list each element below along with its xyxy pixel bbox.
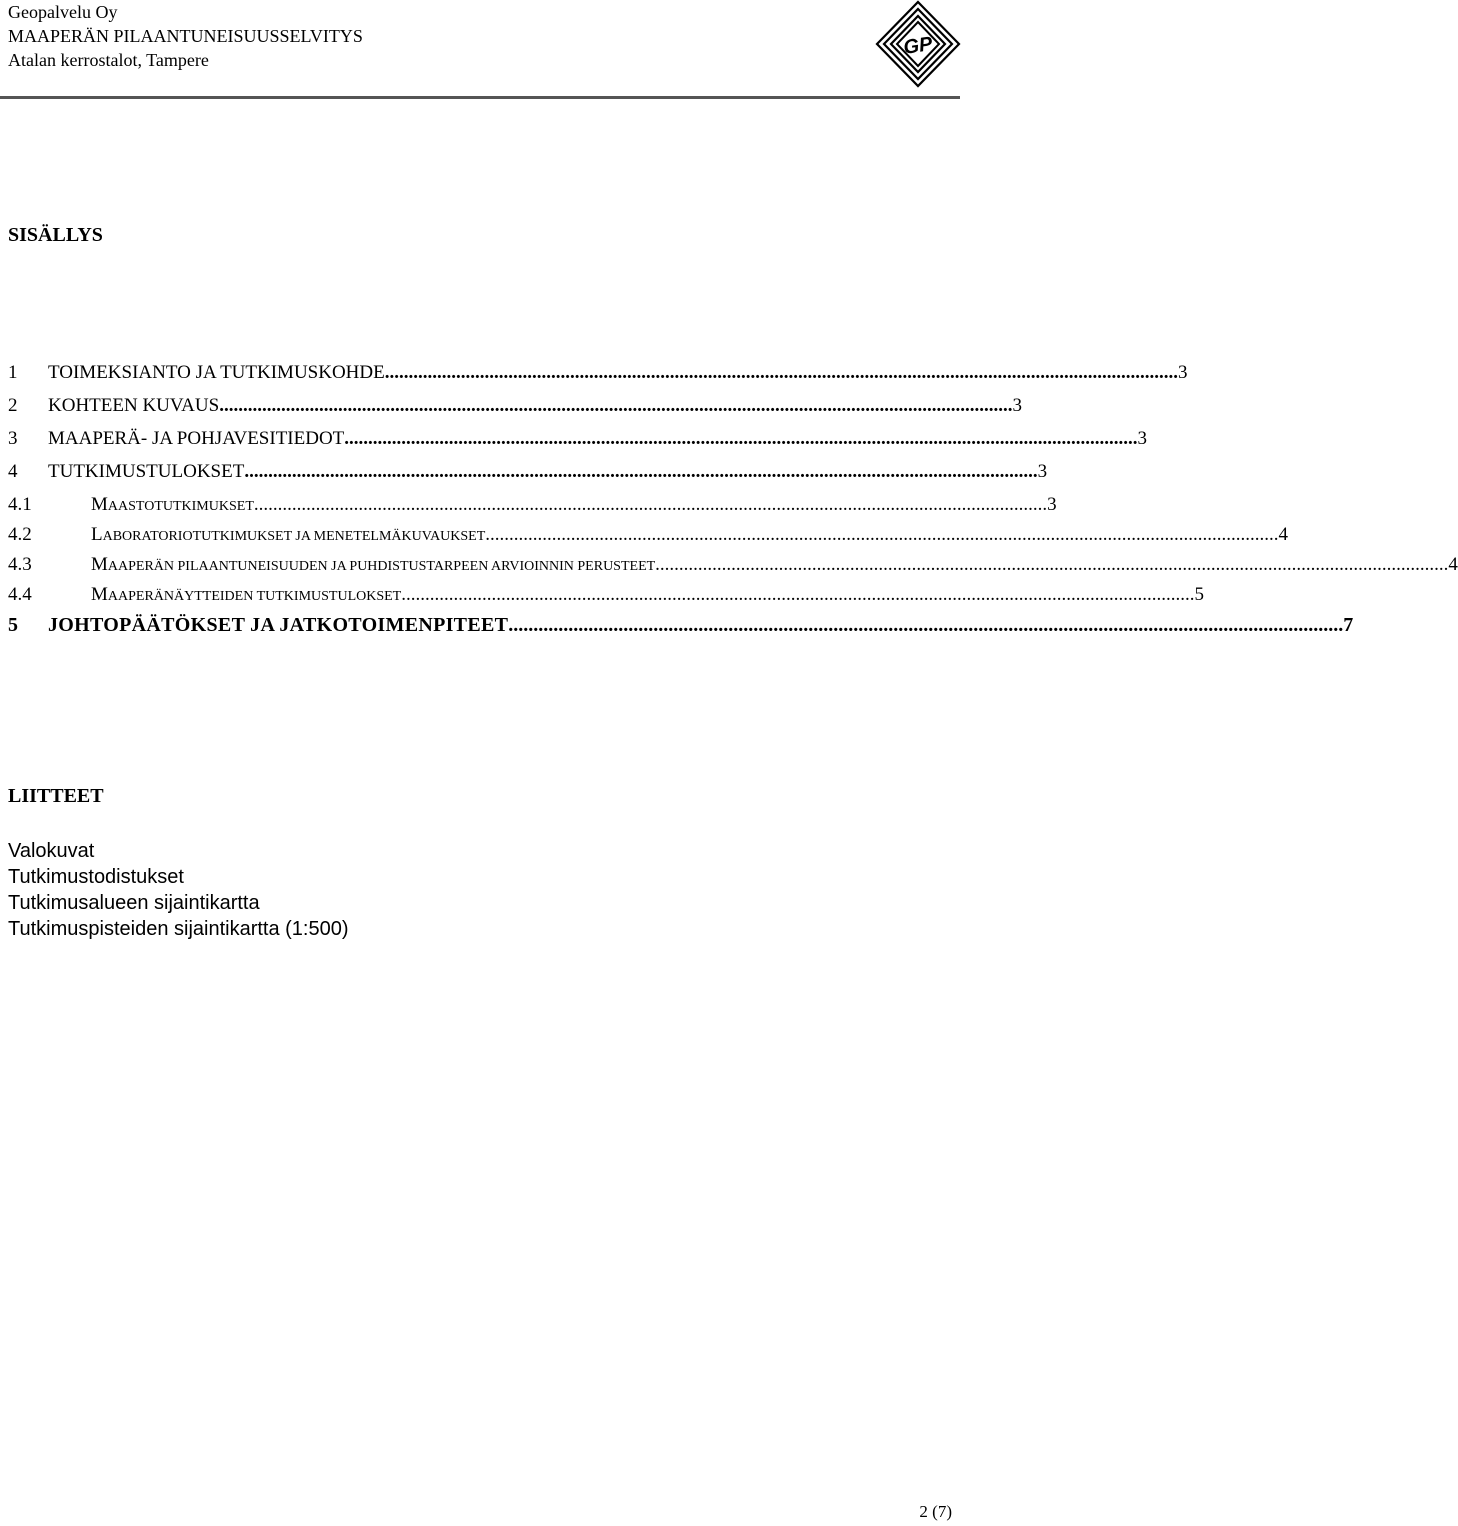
toc-leader-dots: ....................................................................................................................................................................... <box>401 584 1195 605</box>
toc-leader-dots: ....................................................................................................................................................................... <box>253 494 1048 515</box>
toc-entry-title: MAASTOTUTKIMUKSET <box>91 494 254 515</box>
toc-entry-number: 3 <box>8 428 18 449</box>
toc-entry-page: 3 <box>1037 461 1048 482</box>
toc-entry-page: 4 <box>1448 554 1458 575</box>
toc-entry-title: TOIMEKSIANTO JA TUTKIMUSKOHDE <box>48 362 385 383</box>
toc-entry-4-1[interactable] <box>8 494 1057 524</box>
toc-entry-number: 4.4 <box>8 584 32 605</box>
toc-leader-dots: ....................................................................................................................................................................... <box>655 554 1449 575</box>
toc-entry-page: 3 <box>1012 395 1022 416</box>
toc-entry-4[interactable] <box>8 461 1048 494</box>
toc-entry-4-2[interactable] <box>8 524 1289 554</box>
toc-entry-4-3[interactable] <box>8 554 1458 584</box>
attachment-item: Valokuvat <box>8 840 95 862</box>
attachments-list <box>8 838 349 942</box>
toc-entry-page: 4 <box>1278 524 1289 545</box>
toc-entry-page: 3 <box>1047 494 1057 515</box>
toc-entry-page: 3 <box>1137 428 1148 449</box>
toc-entry-page: 3 <box>1177 362 1188 383</box>
toc-entry-page: 7 <box>1343 614 1354 636</box>
toc-entry-number: 4 <box>8 461 18 482</box>
toc-heading: SISÄLLYS <box>8 224 103 246</box>
table-of-contents <box>8 362 1458 648</box>
toc-entry-title: KOHTEEN KUVAUS <box>48 395 220 416</box>
geopalvelu-logo <box>875 0 961 88</box>
toc-entry-4-4[interactable] <box>8 584 1204 614</box>
report-title: MAAPERÄN PILAANTUNEISUUSSELVITYS <box>8 26 363 46</box>
toc-entry-2[interactable] <box>8 395 1022 428</box>
toc-entry-number: 5 <box>8 614 19 636</box>
toc-entry-number: 4.2 <box>8 524 32 545</box>
toc-entry-5[interactable] <box>8 614 1354 648</box>
company-name: Geopalvelu Oy <box>8 2 118 22</box>
toc-entry-title: JOHTOPÄÄTÖKSET JA JATKOTOIMENPITEET <box>48 614 509 636</box>
toc-leader-dots: ....................................................................................................................................................................... <box>508 614 1344 636</box>
attachment-item: Tutkimustodistukset <box>8 866 184 888</box>
toc-entry-number: 2 <box>8 395 18 416</box>
logo-text: GP <box>902 33 934 59</box>
toc-entry-1[interactable] <box>8 362 1188 395</box>
header-divider <box>0 96 960 99</box>
toc-entry-page: 5 <box>1194 584 1204 605</box>
document-header <box>8 0 363 72</box>
toc-entry-number: 1 <box>8 362 18 383</box>
toc-entry-title: TUTKIMUSTULOKSET <box>48 461 245 482</box>
toc-entry-3[interactable] <box>8 428 1148 461</box>
toc-leader-dots: ....................................................................................................................................................................... <box>219 395 1013 416</box>
attachments-heading: LIITTEET <box>8 785 104 807</box>
toc-entry-title: MAAPERÄ- JA POHJAVESITIEDOT <box>48 428 345 449</box>
toc-entry-number: 4.1 <box>8 494 32 515</box>
attachment-item: Tutkimusalueen sijaintikartta <box>8 892 260 914</box>
toc-entry-title: LABORATORIOTUTKIMUKSET JA MENETELMÄKUVAUKSET <box>91 524 486 545</box>
attachment-item: Tutkimuspisteiden sijaintikartta (1:500) <box>8 918 349 940</box>
page-number: 2 (7) <box>919 1502 952 1521</box>
toc-leader-dots: ....................................................................................................................................................................... <box>244 461 1038 482</box>
toc-entry-title: MAAPERÄNÄYTTEIDEN TUTKIMUSTULOKSET <box>91 584 402 605</box>
report-location: Atalan kerrostalot, Tampere <box>8 50 209 70</box>
toc-leader-dots: ....................................................................................................................................................................... <box>485 524 1279 545</box>
toc-leader-dots: ....................................................................................................................................................................... <box>384 362 1178 383</box>
toc-leader-dots: ....................................................................................................................................................................... <box>344 428 1138 449</box>
toc-entry-title: MAAPERÄN PILAANTUNEISUUDEN JA PUHDISTUSTARPEEN ARVIOINNIN PERUSTEET <box>91 554 656 575</box>
toc-entry-number: 4.3 <box>8 554 32 575</box>
